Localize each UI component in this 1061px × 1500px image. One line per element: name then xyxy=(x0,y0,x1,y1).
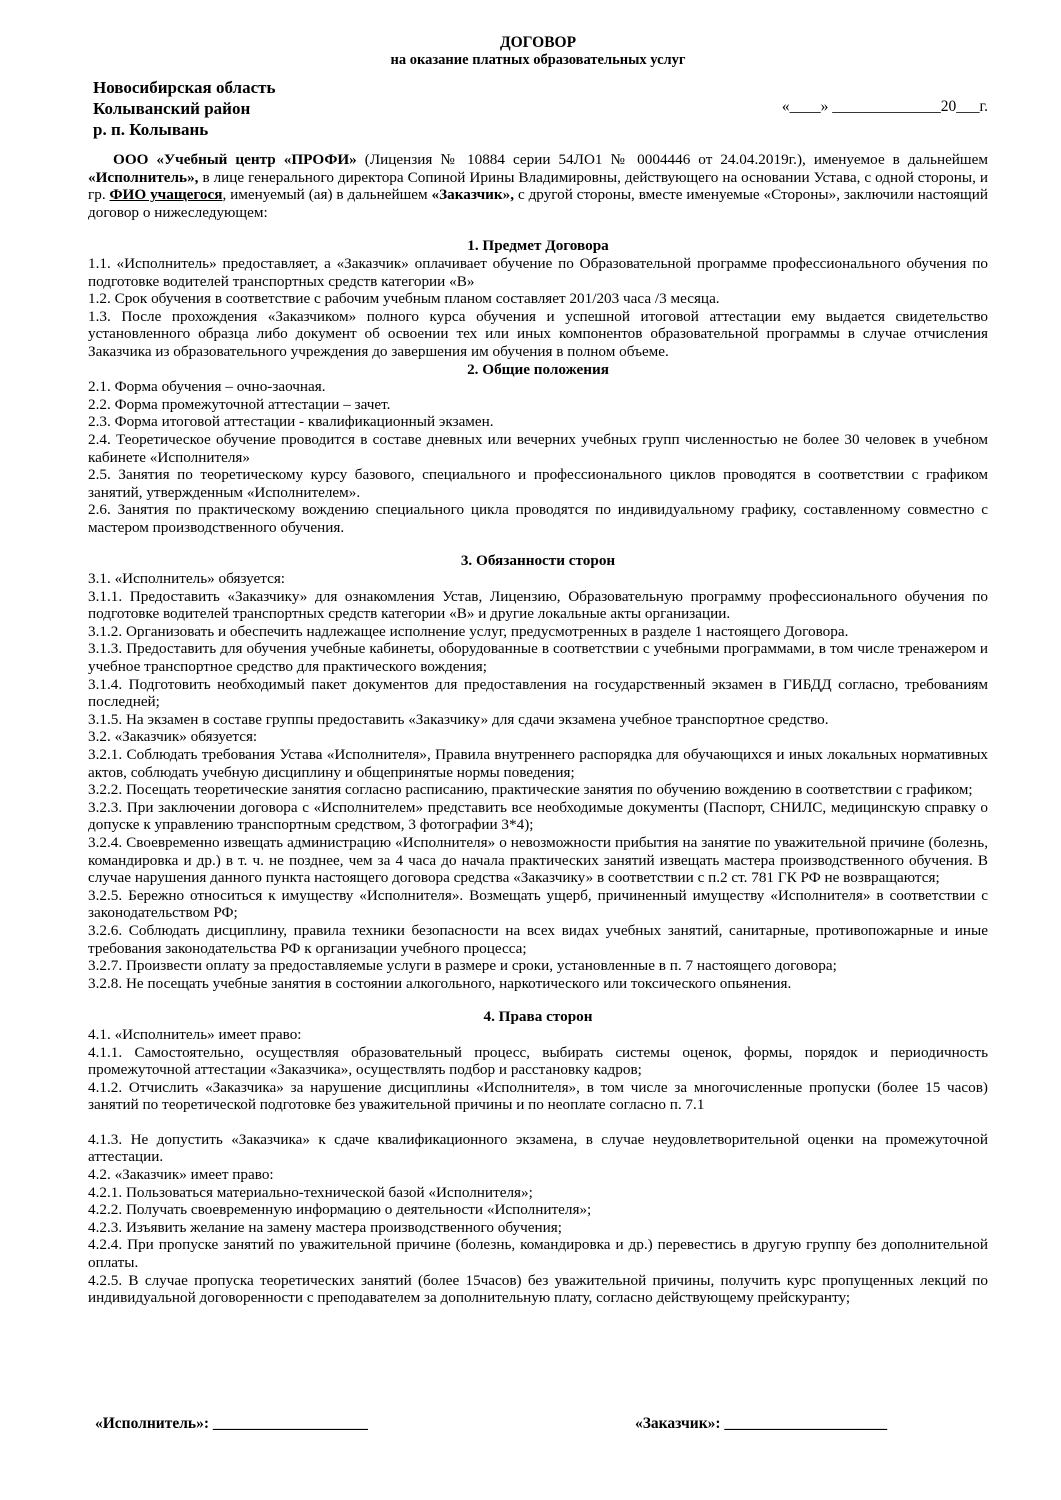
executor-signature-line: «Исполнитель»: ____________________ xyxy=(95,1415,368,1432)
clause: 3.2.6. Соблюдать дисциплину, правила техники безопасности на всех видах учебных занятий, санитарные, противопожарные и иные требования законодательства РФ к организации учебного процесса; xyxy=(88,921,988,957)
section-title: 4. Права сторон xyxy=(483,1008,593,1026)
clause: 3.2. «Заказчик» обязуется: xyxy=(88,728,258,746)
clause: 3.2.8. Не посещать учебные занятия в состоянии алкогольного, наркотического или токсического опьянения. xyxy=(88,974,792,992)
clause: 1.2. Срок обучения в соответствие с рабочим учебным планом составляет 201/203 часа /3 месяца. xyxy=(88,290,720,308)
place-date-block xyxy=(88,77,988,139)
preamble-text: в лице генерального директора Сопиной Ирины Владимировны, действующего на основании Устава, с одной стороны, и гр. xyxy=(88,168,988,204)
clause: 1.1. «Исполнитель» предоставляет, а «Заказчик» оплачивает обучение по Образовательной программе профессионального обучения по подготовке водителей транспортных средств категории «В» xyxy=(88,254,988,290)
document-title: ДОГОВОР xyxy=(499,34,577,51)
preamble xyxy=(88,151,988,221)
place-region: Новосибирская область xyxy=(93,78,276,97)
clause: 3.1.3. Предоставить для обучения учебные кабинеты, оборудованные в соответствии с учебными программами, в том числе тренажером и учебное транспортное средство для практического вождения; xyxy=(88,640,988,676)
clause: 2.3. Форма итоговой аттестации - квалификационный экзамен. xyxy=(88,413,494,431)
clause: 4.2.2. Получать своевременную информацию о деятельности «Исполнителя»; xyxy=(88,1201,592,1219)
clause: 3.1.4. Подготовить необходимый пакет документов для предоставления на государственный экзамен в ГИБДД согласно, требованиям последней; xyxy=(88,675,988,711)
preamble-text: (Лицензия № 10884 серии 54ЛО1 № 0004446 от 24.04.2019г.), именуемое в дальнейшем xyxy=(356,151,988,168)
clause: 2.6. Занятия по практическому вождению специального цикла проводятся по индивидуальному графику, составленному совместно с мастером производственного обучения. xyxy=(88,501,988,536)
customer-signature-line: «Заказчик»: _____________________ xyxy=(635,1415,888,1432)
clause: 3.1.5. На экзамен в составе группы предоставить «Заказчику» для сдачи экзамена учебное транспортное средство. xyxy=(88,710,829,728)
clause: 3.2.1. Соблюдать требования Устава «Исполнителя», Правила внутреннего распорядка для обучающихся и иных локальных нормативных актов, соблюдать учебную дисциплину и общепринятые нормы поведения; xyxy=(88,746,988,781)
section-title: 1. Предмет Договора xyxy=(467,237,609,255)
clause: 3.2.5. Бережно относиться к имуществу «Исполнителя». Возмещать ущерб, причиненный имуществу «Исполнителя» в соответствии с законодательством РФ; xyxy=(88,886,988,922)
clause: 4.1.1. Самостоятельно, осуществляя образовательный процесс, выбирать системы оценок, формы, порядок и периодичность промежуточной аттестации «Заказчика», осуществлять подбор и расстановку кадров; xyxy=(88,1043,988,1079)
clause: 4.1.2. Отчислить «Заказчика» за нарушение дисциплины «Исполнителя», в том числе за многочисленные пропуски (более 15 часов) занятий по теоретической подготовке без уважительной причины и по неоплате согласно п. 7.1 xyxy=(88,1078,988,1114)
clause: 3.2.7. Произвести оплату за предоставляемые услуги в размере и сроки, установленные в п. 7 настоящего договора; xyxy=(88,957,837,975)
clause: 3.2.3. При заключении договора с «Исполнителем» представить все необходимые документы (Паспорт, СНИЛС, медицинскую справку о допуске к управлению транспортным средством, 3 фотографии 3*4); xyxy=(88,798,988,834)
preamble-text: с другой стороны, вместе именуемые «Стороны», заключили настоящий договор о нижеследующем: xyxy=(88,186,988,221)
blank-line xyxy=(88,1114,988,1131)
clause: 2.2. Форма промежуточной аттестации – зачет. xyxy=(88,395,391,413)
date-line: «____» ______________20___г. xyxy=(781,98,988,115)
place-district: Колыванский район xyxy=(93,99,251,118)
place-settlement: р. п. Колывань xyxy=(93,120,209,139)
contract-page xyxy=(88,34,988,1307)
clause: 3.2.4. Своевременно извещать администрацию «Исполнителя» о невозможности прибытия на занятие по уважительной причине (болезнь, командировка и др.) в т. ч. не позднее, чем за 4 часа до начала практических занятий извещать мастера производственного обучения. В случае нарушения данного пункта настоящего договора средства «Заказчику» в соответствии с п.2 ст. 781 ГК РФ не возвращаются; xyxy=(88,833,988,887)
clause: 3.1.2. Организовать и обеспечить надлежащее исполнение услуг, предусмотренных в разделе 1 настоящего Договора. xyxy=(88,622,849,640)
clause: 4.2.1. Пользоваться материально-технической базой «Исполнителя»; xyxy=(88,1183,533,1201)
clause: 4.2.5. В случае пропуска теоретических занятий (более 15часов) без уважительной причины, получить курс пропущенных лекций по индивидуальной договоренности с преподавателем за дополнительную плату, согласно действующему прейскуранту; xyxy=(88,1271,988,1307)
clause: 2.4. Теоретическое обучение проводится в составе дневных или вечерних учебных групп численностью не более 30 человек в учебном кабинете «Исполнителя» xyxy=(88,430,988,466)
clause: 4.2.4. При пропуске занятий по уважительной причине (болезнь, командировка и др.) перевестись в другую группу без дополнительной оплаты. xyxy=(88,1236,988,1272)
clause: 2.1. Форма обучения – очно-заочная. xyxy=(88,378,326,396)
clause: 4.1. «Исполнитель» имеет право: xyxy=(88,1025,302,1043)
executor-term: «Исполнитель», xyxy=(88,168,199,186)
preamble-text: , именуемый (ая) в дальнейшем xyxy=(222,186,432,204)
clause: 3.2.2. Посещать теоретические занятия согласно расписанию, практические занятия по обучению вождению в соответствии с графиком; xyxy=(88,781,973,799)
clause: 4.2. «Заказчик» имеет право: xyxy=(88,1166,274,1184)
section-title: 3. Обязанности сторон xyxy=(460,552,616,570)
clause: 3.1.1. Предоставить «Заказчику» для ознакомления Устав, Лицензию, Образовательную программу профессионального обучения по подготовке водителей транспортных средств категории «В» и другие локальные акты организации. xyxy=(88,587,988,623)
clause: 1.3. После прохождения «Заказчиком» полного курса обучения и успешной итоговой аттестации ему выдается свидетельство установленного образца либо документ об освоении тех или иных компонентов образовательной программы в случае отчисления Заказчика из образовательного учреждения до завершения им обучения в полном объеме. xyxy=(88,307,988,360)
clause: 4.1.3. Не допустить «Заказчика» к сдаче квалификационного экзамена, в случае неудовлетворительной оценки на промежуточной аттестации. xyxy=(88,1130,988,1166)
clause: 2.5. Занятия по теоретическому курсу базового, специального и профессионального циклов проводятся в соответствии с графиком занятий, утвержденным «Исполнителем». xyxy=(88,466,988,501)
section-title: 2. Общие положения xyxy=(467,360,609,378)
clause: 3.1. «Исполнитель» обязуется: xyxy=(88,570,286,588)
clause: 4.2.3. Изъявить желание на замену мастера производственного обучения; xyxy=(88,1218,562,1236)
document-subtitle: на оказание платных образовательных услуг xyxy=(390,52,686,68)
org-name: ООО «Учебный центр «ПРОФИ» xyxy=(113,151,357,168)
student-name-placeholder: ФИО учащегося xyxy=(109,186,223,204)
customer-term: «Заказчик», xyxy=(431,186,515,204)
